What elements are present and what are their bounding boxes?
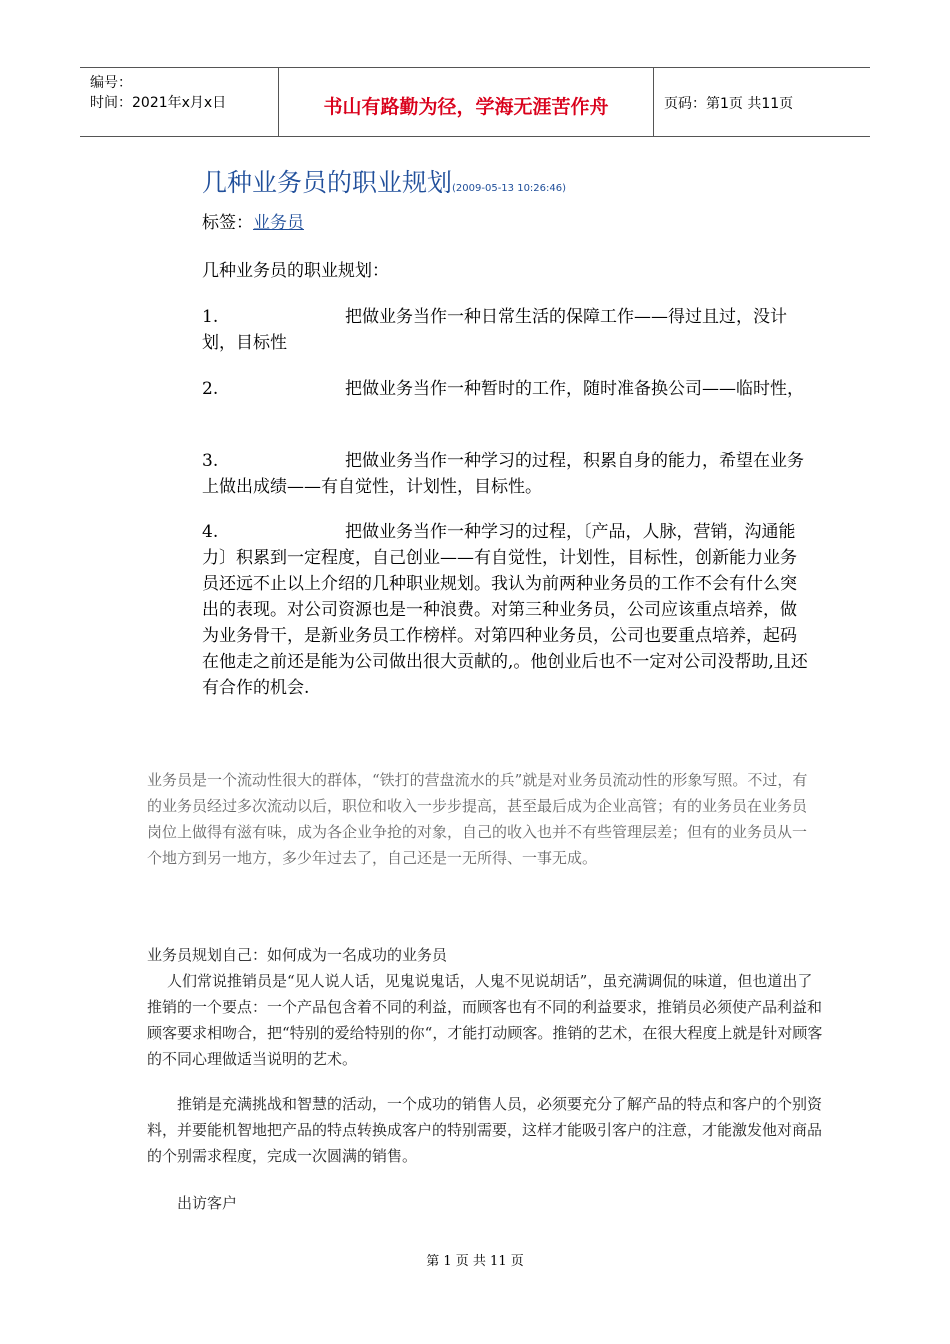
page-footer: 第 1 页 共 11 页: [426, 1254, 524, 1269]
list-item-text: 把做业务当作一种学习的过程，〔产品，人脉，营销，沟通能力〕积累到一定程度，自己创业——有自觉性，计划性，目标性，创新能力业务员还远不止以上介绍的几种职业规划。我认为前两种业务员的工作不会有什么突出的表现。对公司资源也是一种浪费。对第三种业务员，公司应该重点培养，做为业务骨干，是新业务员工作榜样。对第四种业务员，公司也要重点培养，起码在他走之前还是能为公司做出很大贡献的,。他创业后也不一定对公司没帮助,且还有合作的机会.: [202, 522, 808, 698]
gray-paragraph: 业务员是一个流动性很大的群体，“铁打的营盘流水的兵”就是对业务员流动性的形象写照。不过，有的业务员经过多次流动以后，职位和收入一步步提高，甚至最后成为企业高管；有的业务员在业务员岗位上做得有滋有味，成为各企业争抢的对象，自己的收入也并不有些管理层差；但有的业务员从一个地方到另一地方，多少年过去了，自己还是一无所得、一事无成。: [147, 771, 808, 867]
article-title: 几种业务员的职业规划: [202, 168, 453, 197]
header-motto: 书山有路勤为径，学海无涯苦作舟: [323, 96, 609, 118]
header-motto-cell: [279, 68, 654, 136]
header-page-number: 页码：第1页 共11页: [664, 96, 794, 112]
list-item: [202, 376, 812, 402]
header-page-cell: [654, 68, 870, 136]
article-tags: [202, 208, 304, 233]
list-item-text: 把做业务当作一种日常生活的保障工作——得过且过，没计划，目标性: [202, 307, 787, 353]
section-heading: 业务员规划自己：如何成为一名成功的业务员: [147, 946, 448, 964]
header-meta-cell: [80, 68, 279, 136]
list-item-text: 把做业务当作一种暂时的工作，随时准备换公司——临时性，: [345, 379, 804, 399]
list-item-text: 把做业务当作一种学习的过程，积累自身的能力，希望在业务上做出成绩——有自觉性，计划性，目标性。: [202, 451, 804, 497]
list-item-number: 3.: [202, 451, 219, 471]
intro-paragraph: 几种业务员的职业规划：: [202, 261, 389, 281]
list-item: [202, 448, 812, 500]
list-item-number: 4.: [202, 522, 219, 542]
page-header: [80, 67, 870, 137]
body-paragraph-3: 出访客户: [177, 1194, 238, 1212]
list-item: [202, 519, 812, 701]
doc-number-label: 编号：: [90, 75, 132, 91]
article-timestamp: (2009-05-13 10:26:46): [452, 183, 567, 194]
list-item-number: 2.: [202, 379, 219, 399]
list-item-number: 1.: [202, 307, 219, 327]
doc-time-label: 时间：2021年x月x日: [90, 95, 227, 111]
tags-label: 标签：: [202, 213, 253, 233]
tag-link[interactable]: 业务员: [253, 213, 304, 233]
list-item: [202, 304, 812, 356]
body-paragraph-1: 人们常说推销员是“见人说人话，见鬼说鬼话，人鬼不见说胡话”，虽充满调侃的味道，但也道出了推销的一个要点：一个产品包含着不同的利益，而顾客也有不同的利益要求，推销员必须使产品利益和顾客要求相吻合，把“特别的爱给特别的你“，才能打动顾客。推销的艺术，在很大程度上就是针对顾客的不同心理做适当说明的艺术。: [147, 972, 823, 1068]
article-title-row: [202, 163, 566, 199]
body-paragraph-2: 推销是充满挑战和智慧的活动，一个成功的销售人员，必须要充分了解产品的特点和客户的个别资料，并要能机智地把产品的特点转换成客户的特别需要，这样才能吸引客户的注意，才能激发他对商品的个别需求程度，完成一次圆满的销售。: [147, 1095, 823, 1165]
